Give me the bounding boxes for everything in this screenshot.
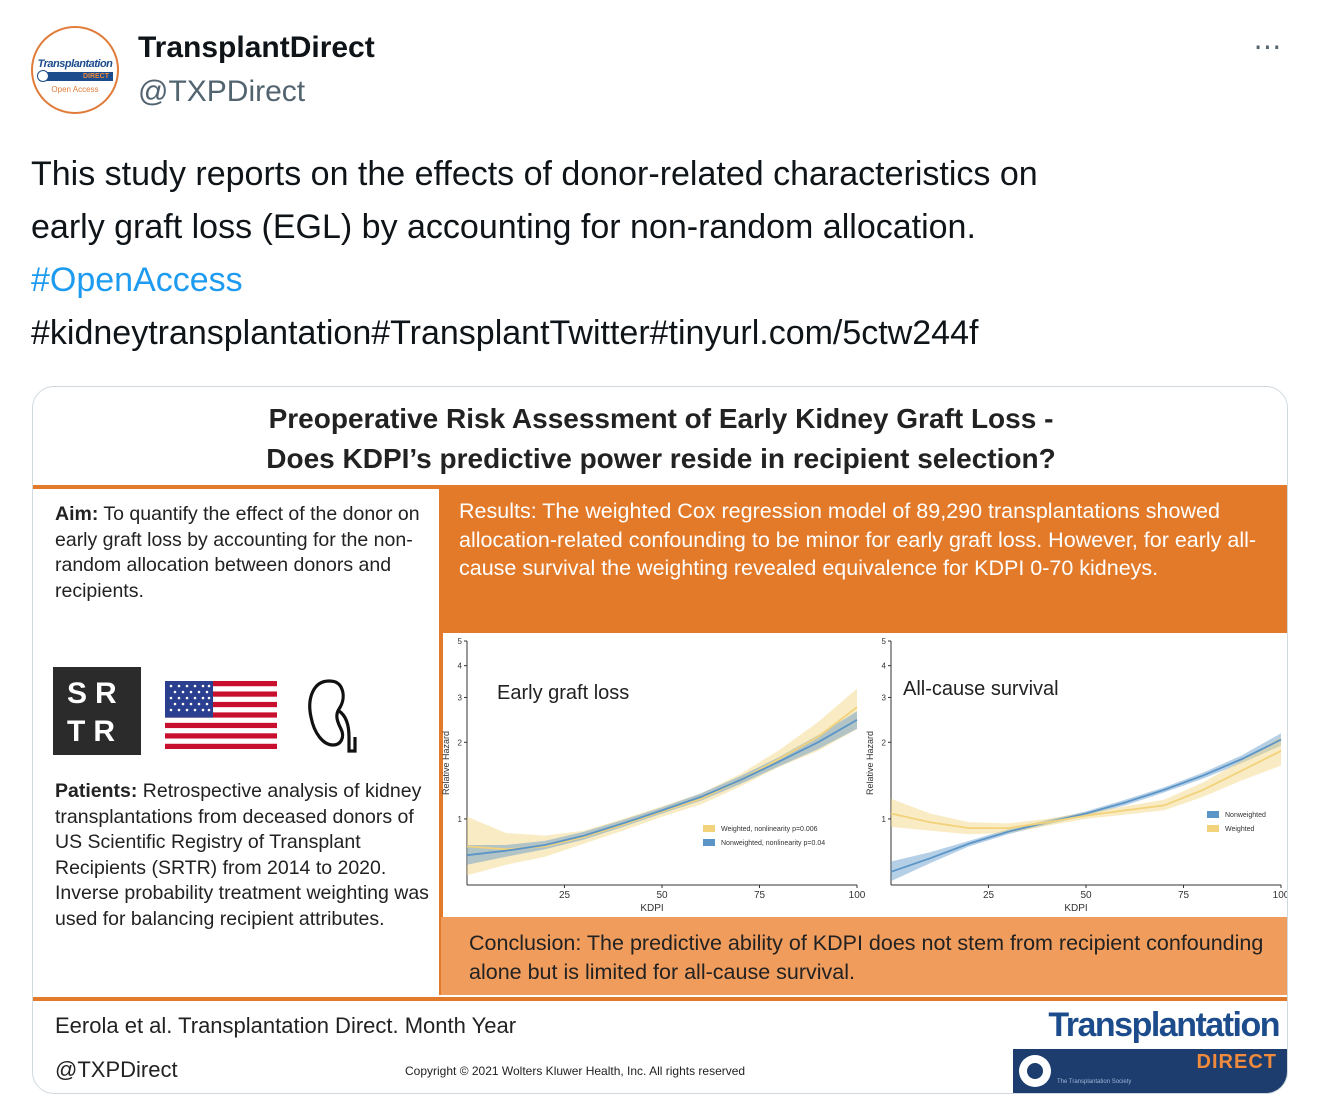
legend-label: Weighted, nonlinearity p=0.006 [721,826,818,833]
patients-text: Retrospective analysis of kidney transplantations from deceased donors of US Scientific Registry of Transplant Recipients (SRTR) from 2014 to 2020. Inverse probability treatment weighting was used for balancing recipient attributes. [55,780,429,930]
user-handle[interactable]: @TXPDirect [138,75,306,108]
results-box: Results: The weighted Cox regression model of 89,290 transplantations showed allocation-related confounding to be minor for early graft loss. However, for early all-cause survival the weighting revealed equivalence for KDPI 0-70 kidneys. [441,489,1288,633]
patients-label: Patients: [55,780,138,802]
x-tick-label: 50 [1080,890,1092,901]
avatar-open-access: Open Access [51,85,99,94]
y-tick-label: 3 [881,693,886,703]
abstract-title-line2: Does KDPI’s predictive power reside in recipient selection? [266,443,1056,474]
legend-swatch [703,839,715,846]
y-tick-label: 5 [457,637,462,646]
legend-label: Weighted [1225,826,1255,833]
srtr-logo [53,667,141,755]
society-seal-inner [1027,1063,1043,1079]
x-tick-label: 50 [656,890,668,901]
hashtag-line: #kidneytransplantation#TransplantTwitter#tinyurl.com/5ctw244f [31,314,979,352]
y-tick-label: 1 [881,814,886,824]
more-options-icon[interactable]: ⋯ [1253,30,1283,63]
bottom-divider [33,997,1288,1001]
hashtag-open-access[interactable]: #OpenAccess [31,261,243,299]
avatar-logo-text: Transplantation [37,58,113,70]
aim-text: To quantify the effect of the donor on early graft loss by accounting for the non-random allocation between donors and recipients. [55,503,420,602]
card-handle: @TXPDirect [55,1057,178,1082]
avatar-seal-icon [37,70,49,82]
avatar-band-text: DIRECT [82,73,109,80]
journal-logo-direct: DIRECT [1196,1051,1277,1073]
y-tick-label: 2 [457,738,462,748]
legend-swatch [1207,811,1219,818]
legend-swatch [703,825,715,832]
tweet-text [31,148,1291,360]
chart-title: All-cause survival [903,678,1059,700]
x-tick-label: 100 [1272,890,1289,901]
y-tick-label: 4 [881,661,886,671]
srtr-logo-line1: SR [67,677,125,710]
chart-title: Early graft loss [497,682,630,704]
x-tick-label: 75 [1177,890,1190,901]
conclusion-box: Conclusion: The predictive ability of KDPI does not stem from recipient confounding alone but is limited for all-cause survival. [441,917,1288,995]
confidence-band [891,737,1281,834]
y-tick-label: 3 [457,693,462,703]
y-tick-label: 5 [881,637,886,646]
display-name[interactable]: TransplantDirect [138,31,375,64]
copyright: Copyright © 2021 Wolters Kluwer Health, Inc. All rights reserved [405,1064,746,1078]
kidney-icon [305,675,359,755]
y-tick-label: 1 [457,814,462,824]
journal-logo-society: The Transplantation Society [1057,1079,1132,1085]
abstract-title [33,399,1288,479]
x-tick-label: 75 [753,890,766,901]
y-tick-label: 2 [881,738,886,748]
tweet-line: early graft loss (EGL) by accounting for non-random allocation. [31,208,976,246]
x-tick-label: 25 [982,890,995,901]
abstract-title-line1: Preoperative Risk Assessment of Early Kidney Graft Loss - [268,403,1054,434]
x-axis-label: KDPI [640,903,664,914]
us-flag-icon [165,681,277,749]
citation: Eerola et al. Transplantation Direct. Month Year [55,1013,517,1038]
journal-logo-band [1013,1049,1288,1094]
avatar-band [39,72,113,81]
y-tick-label: 4 [457,661,462,671]
chart-early-graft-loss [441,633,865,917]
y-axis-label: Relative Hazard [441,730,451,796]
patients-section [55,779,445,932]
y-axis-label: Relative Hazard [865,730,875,796]
legend-label: Nonweighted, nonlinearity p=0.04 [721,840,826,847]
legend-label: Nonweighted [1225,812,1266,819]
x-axis-label: KDPI [1064,903,1088,914]
confidence-band [891,733,1281,881]
aim-label: Aim: [55,503,99,525]
aim-section [55,502,445,604]
tweet-line: This study reports on the effects of donor-related characteristics on [31,155,1038,193]
avatar[interactable] [31,26,119,114]
journal-logo-wordmark: Transplantation [1048,1006,1279,1044]
legend-swatch [1207,825,1219,832]
chart-all-cause-survival [865,633,1288,917]
media-card[interactable] [32,386,1288,1094]
srtr-logo-line2: TR [67,715,123,748]
x-tick-label: 100 [848,890,865,901]
x-tick-label: 25 [558,890,571,901]
